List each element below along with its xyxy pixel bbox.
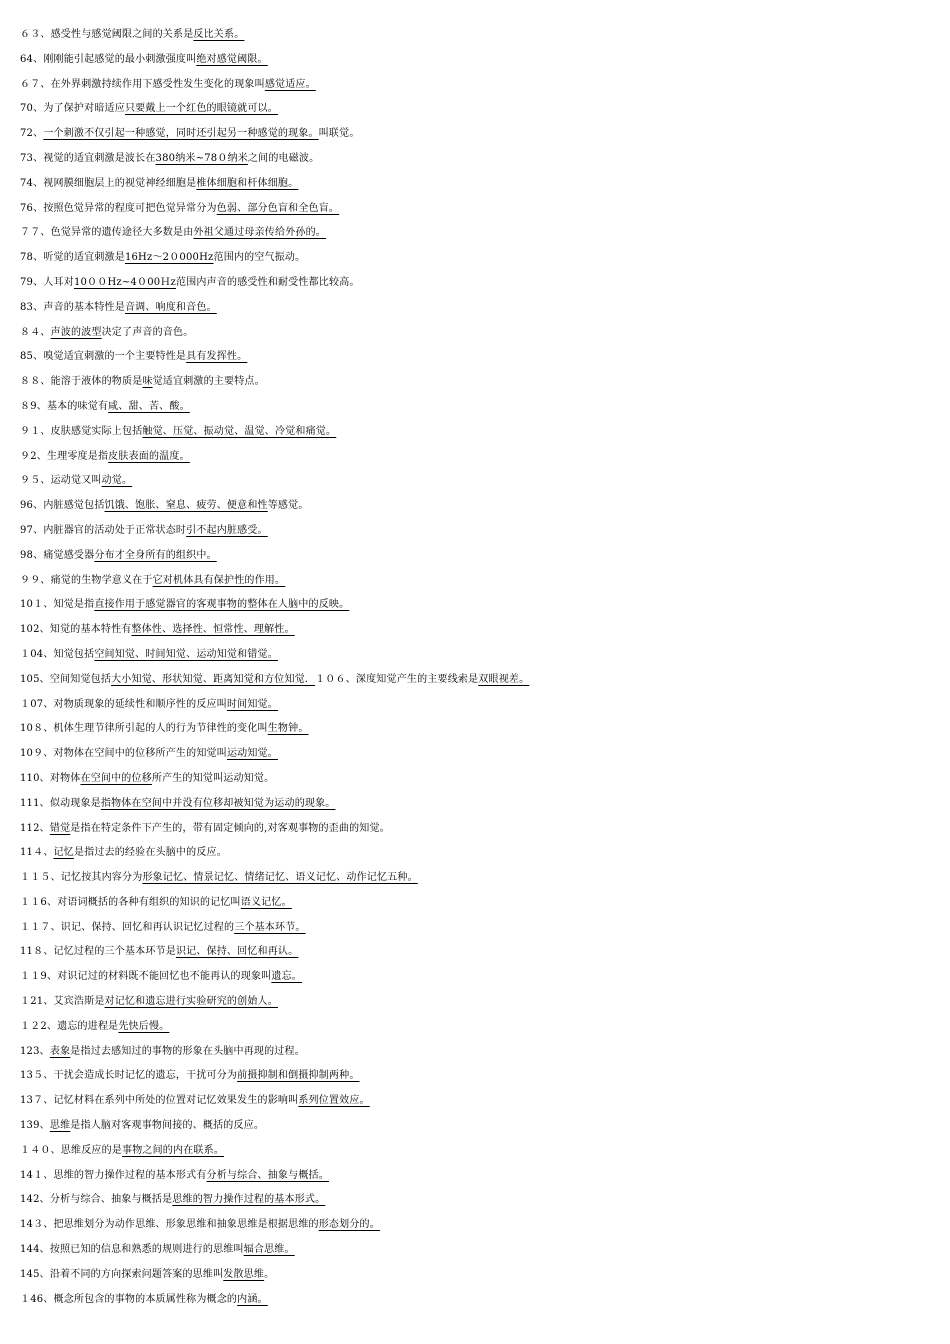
question-text: 142、分析与综合、抽象与概括是 (20, 1194, 173, 1206)
text-line (20, 445, 950, 470)
answer-underlined-text: 音调、响度和音色。 (124, 301, 217, 313)
question-text: 105、空间知觉包括 (20, 673, 112, 685)
question-text: １４０、思维反应的是 (20, 1144, 122, 1156)
question-text: 79、人耳对 (20, 276, 74, 288)
answer-underlined-text: 运动知觉。 (226, 748, 278, 760)
text-line (20, 544, 950, 569)
question-text: 72、 (20, 128, 44, 140)
answer-underlined-text: 辐合思维。 (243, 1244, 295, 1256)
answer-underlined-text: 引不起内脏感受。 (186, 524, 268, 536)
answer-underlined-text: 触觉、压觉、振动觉、温觉、冷觉和痛觉。 (142, 425, 337, 437)
question-text: ９５、运动觉又叫 (20, 475, 102, 487)
question-text: 102、知觉的基本特性有 (20, 624, 132, 636)
answer-underlined-text: 16Hz～2０000Hz (124, 252, 214, 264)
text-line (20, 990, 950, 1015)
answer-underlined-text: 皮肤表面的温度。 (108, 450, 190, 462)
text-line (20, 345, 950, 370)
question-text: ８８、能溶于液体的物质是 (20, 376, 143, 388)
question-text: 64、刚刚能引起感觉的最小刺激强度叫 (20, 53, 197, 65)
answer-underlined-text: 大小知觉、形状知觉、距离知觉和方位知觉． (111, 673, 316, 685)
question-text: １46、概念所包含的事物的本质属性称为概念的 (20, 1293, 238, 1305)
answer-underlined-text: 前摄抑制和倒摄抑制两种。 (237, 1070, 360, 1082)
text-line (20, 469, 950, 494)
answer-underlined-text: 在空间中的位移 (80, 772, 152, 784)
text-line (20, 271, 950, 296)
question-text: 123、 (20, 1045, 50, 1057)
text-line (20, 668, 950, 693)
question-text: １21、艾宾浩斯是 (20, 996, 105, 1008)
answer-underlined-text: 形态划分的。 (318, 1219, 380, 1231)
answer-underlined-text: 整体性、选择性、恒常性、理解性。 (131, 624, 295, 636)
question-text: 111、似动现象是 (20, 797, 101, 809)
answer-underlined-text: 思维 (49, 1120, 71, 1132)
question-text: 10９、对物体在空间中的位移所产生的知觉叫 (20, 748, 227, 760)
question-text: 叫联觉。 (318, 128, 360, 140)
question-text: 144、按照已知的信息和熟悉的规则进行的思维叫 (20, 1244, 244, 1256)
question-text: 83、声音的基本特性是 (20, 301, 125, 313)
text-line (20, 767, 950, 792)
answer-underlined-text: 一个刺激不仅引起一种感觉，同时还引起另一种感觉的现象。 (43, 128, 319, 140)
text-line (20, 395, 950, 420)
question-text: 之间的电磁波。 (247, 152, 320, 164)
text-line (20, 643, 950, 668)
answer-underlined-text: 它对机体具有保护性的作用。 (152, 574, 286, 586)
question-text: 所产生的知觉叫运动知觉。 (151, 772, 275, 784)
question-text: 觉适宜刺激的主要特点。 (152, 376, 265, 388)
answer-underlined-text: 形象记忆、情景记忆、情绪记忆、语义记忆、动作记忆五种。 (142, 872, 418, 884)
text-line (20, 1015, 950, 1040)
answer-underlined-text: 事物之间的内在联系。 (122, 1144, 224, 1156)
answer-underlined-text: 内涵。 (237, 1293, 268, 1305)
text-line (20, 519, 950, 544)
question-text: ７７、色觉异常的遗传途径大多数是由 (20, 227, 194, 239)
text-line (20, 618, 950, 643)
question-text: １１6、对语词概括的各种有组织的知识的记忆叫 (20, 896, 241, 908)
question-text: 139、 (20, 1120, 50, 1132)
question-text: 是指过去感知过的事物的形象在头脑中再现的过程。 (70, 1045, 305, 1057)
text-line (20, 1263, 950, 1288)
text-line (20, 73, 950, 98)
text-line (20, 1040, 950, 1065)
question-text: 70、为了保护对暗适应 (20, 103, 125, 115)
question-text: １07、对物质现象的延续性和顺序性的反应叫 (20, 698, 227, 710)
answer-underlined-text: 感觉适应。 (264, 78, 316, 90)
question-text: 13７、记忆材料在系列中所处的位置对记忆效果发生的影响叫 (20, 1095, 299, 1107)
text-line (20, 891, 950, 916)
question-text: １１７、识记、保持、回忆和再认识记忆过程的 (20, 921, 235, 933)
question-text: 是指人脑对客观事物间接的、概括的反应。 (70, 1120, 265, 1132)
question-text: 78、听觉的适宜刺激是 (20, 252, 125, 264)
answer-underlined-text: 生物钟。 (267, 723, 309, 735)
text-line (20, 48, 950, 73)
answer-underlined-text: 饥饿、饱胀、窒息、疲劳、便意和性 (104, 500, 268, 512)
text-line (20, 817, 950, 842)
question-text: 112、 (20, 822, 50, 834)
question-text: ９９、痛觉的生物学意义在于 (20, 574, 153, 586)
question-text: 。 (264, 1268, 275, 1280)
question-text: 110、对物体 (20, 772, 81, 784)
answer-underlined-text: 三个基本环节。 (234, 921, 306, 933)
question-text: 11８、记忆过程的三个基本环节是 (20, 946, 176, 958)
answer-underlined-text: 咸、甜、苦、酸。 (108, 400, 190, 412)
text-line (20, 569, 950, 594)
answer-underlined-text: 思维的智力操作过程的基本形式。 (172, 1194, 326, 1206)
question-text: 145、沿着不同的方向探索问题答案的思维叫 (20, 1268, 224, 1280)
text-line (20, 221, 950, 246)
question-text: １04、知觉包括 (20, 648, 95, 660)
question-text: ８9、基本的味觉有 (20, 400, 109, 412)
answer-underlined-text: 表象 (49, 1045, 71, 1057)
answer-underlined-text: 系列位置效应。 (298, 1095, 370, 1107)
answer-underlined-text: 时间知觉。 (226, 698, 278, 710)
text-line (20, 1238, 950, 1263)
question-text: 是指过去的经验在头脑中的反应。 (73, 847, 227, 859)
answer-underlined-text: 味 (142, 376, 153, 388)
answer-underlined-text: 记忆 (53, 847, 74, 859)
question-text: 决定了声音的音色。 (101, 326, 194, 338)
answer-underlined-text: 椎体细胞和杆体细胞。 (196, 177, 299, 189)
text-line (20, 1139, 950, 1164)
question-text: 76、按照色觉异常的程度可把色觉异常分为 (20, 202, 217, 214)
answer-underlined-text: 先快后慢。 (118, 1020, 170, 1032)
text-line (20, 866, 950, 891)
question-text: 13５、干扰会造成长时记忆的遗忘，干扰可分为 (20, 1070, 238, 1082)
answer-underlined-text: 10００Hz~4０00Ｈz (73, 276, 176, 288)
text-line (20, 940, 950, 965)
answer-underlined-text: 指物体在空间中并没有位移却被知觉为运动的现象。 (100, 797, 336, 809)
answer-underlined-text: 对记忆和遗忘进行实验研究的创始人。 (104, 996, 278, 1008)
question-text: ９2、生理零度是指 (20, 450, 109, 462)
answer-underlined-text: 声波的波型 (50, 326, 102, 338)
answer-underlined-text: 分布才全身所有的组织中。 (94, 549, 217, 561)
answer-underlined-text: 错觉 (49, 822, 71, 834)
answer-underlined-text: 双眼视差。 (478, 673, 530, 685)
answer-underlined-text: 遗忘。 (271, 971, 302, 983)
text-line (20, 916, 950, 941)
text-line (20, 122, 950, 147)
text-line (20, 420, 950, 445)
answer-underlined-text: 反比关系。 (193, 29, 245, 40)
answer-underlined-text: 色弱、部分色盲和全色盲。 (216, 202, 340, 214)
question-text: １１５、记忆按其内容分为 (20, 872, 143, 884)
question-text: 85、嗅觉适宜刺激的一个主要特性是 (20, 351, 187, 363)
answer-underlined-text: 语义记忆。 (240, 896, 292, 908)
question-text: １０６、深度知觉产生的主要线索是 (315, 673, 479, 685)
answer-underlined-text: 380纳米~78０纳米 (155, 152, 248, 164)
answer-underlined-text: 动觉。 (101, 475, 133, 487)
text-line (20, 792, 950, 817)
question-text: 是指在特定条件下产生的，带有固定倾向的,对客观事物的歪曲的知觉。 (70, 822, 390, 834)
text-line (20, 246, 950, 271)
text-line (20, 693, 950, 718)
answer-underlined-text: 绝对感觉阈限。 (196, 53, 268, 65)
text-line (20, 1288, 950, 1313)
answer-underlined-text: 发散思维 (223, 1268, 265, 1280)
question-text: ６３、感受性与感觉阈限之间的关系是 (20, 29, 194, 40)
text-line (20, 321, 950, 346)
question-text: 14１、思维的智力操作过程的基本形式有 (20, 1169, 207, 1181)
question-text: ９１、皮肤感觉实际上包括 (20, 425, 143, 437)
question-text: 98、痛觉感受器 (20, 549, 95, 561)
question-text: １１9、对识记过的材料既不能回忆也不能再认的现象叫 (20, 971, 272, 983)
question-text: 等感觉。 (267, 500, 309, 512)
text-line (20, 370, 950, 395)
text-line (20, 1188, 950, 1213)
answer-underlined-text: 只要戴上一个红色的眼镜就可以。 (124, 103, 278, 115)
question-text: 10１、知觉是指 (20, 599, 95, 611)
text-line (20, 296, 950, 321)
answer-underlined-text: 分析与综合、抽象与概括。 (206, 1169, 329, 1181)
question-text: 97、内脏器官的活动处于正常状态时 (20, 524, 187, 536)
text-line (20, 1089, 950, 1114)
question-text: 11４、 (20, 847, 54, 859)
text-line (20, 1164, 950, 1189)
text-line (20, 147, 950, 172)
question-text: 73、视觉的适宜刺激是波长在 (20, 152, 156, 164)
question-text: ６７、在外界刺激持续作用下感受性发生变化的现象叫 (20, 78, 265, 90)
question-text: 范围内声音的感受性和耐受性都比较高。 (176, 276, 360, 288)
text-line (20, 1064, 950, 1089)
text-line (20, 593, 950, 618)
answer-underlined-text: 具有发挥性。 (186, 351, 248, 363)
answer-underlined-text: 空间知觉、时间知觉、运动知觉和错觉。 (94, 648, 278, 660)
question-text: 96、内脏感觉包括 (20, 500, 105, 512)
text-line (20, 494, 950, 519)
answer-underlined-text: 外祖父通过母亲传给外孙的。 (193, 227, 327, 239)
text-line (20, 197, 950, 222)
question-text: 74、视网膜细胞层上的视觉神经细胞是 (20, 177, 197, 189)
text-line (20, 742, 950, 767)
answer-underlined-text: 直接作用于感觉器官的客观事物的整体在人脑中的反映。 (94, 599, 350, 611)
text-line (20, 172, 950, 197)
text-line (20, 1213, 950, 1238)
text-line (20, 97, 950, 122)
question-text: 14３、把思维划分为动作思维、形象思维和抽象思维是根据思维的 (20, 1219, 319, 1231)
text-line (20, 23, 950, 48)
text-line (20, 965, 950, 990)
question-text: 10８、机体生理节律所引起的人的行为节律性的变化叫 (20, 723, 268, 735)
question-text: 范围内的空气振动。 (213, 252, 306, 264)
text-line (20, 841, 950, 866)
text-line (20, 1114, 950, 1139)
answer-underlined-text: 识记、保持、回忆和再认。 (175, 946, 299, 958)
question-text: １２2、遗忘的进程是 (20, 1020, 119, 1032)
text-line (20, 717, 950, 742)
question-text: ８４、 (20, 326, 51, 338)
